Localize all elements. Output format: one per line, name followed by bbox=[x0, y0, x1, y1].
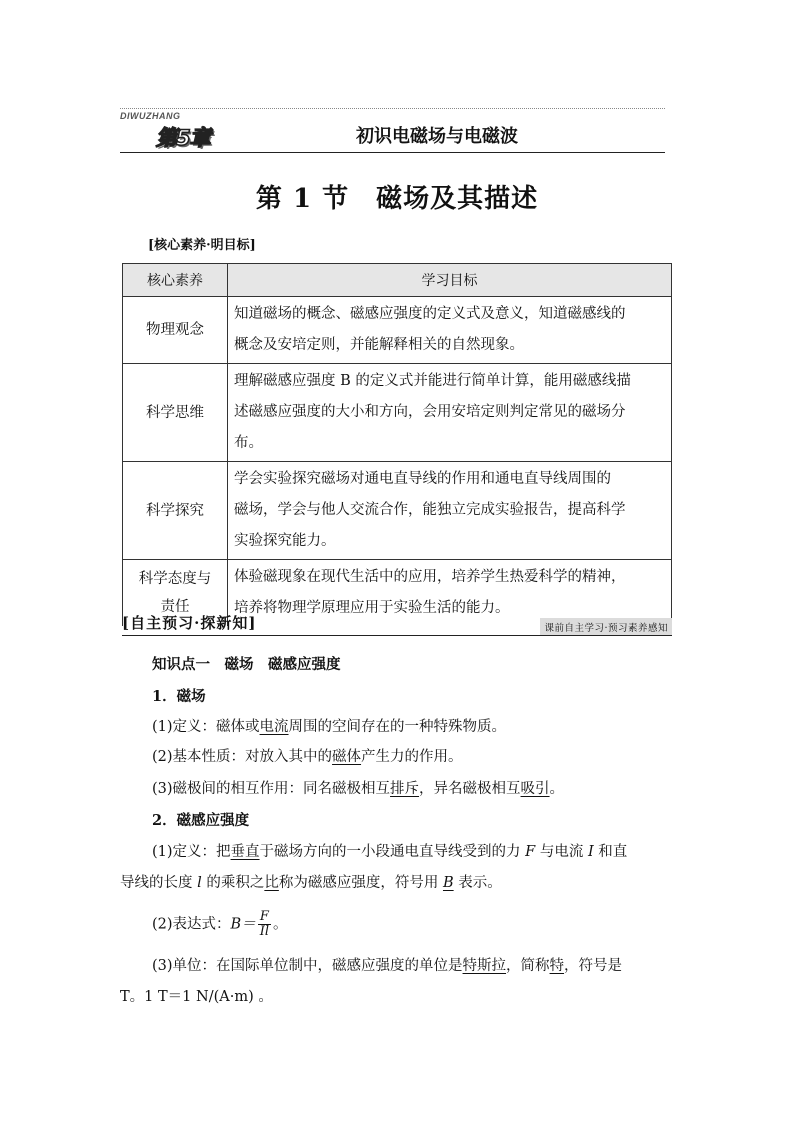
table-row bbox=[123, 364, 672, 462]
table-header-cell: 学习目标 bbox=[228, 264, 672, 297]
preview-label: [自主预习·探新知] bbox=[122, 614, 257, 632]
chapter-top-rule bbox=[120, 108, 665, 109]
table-header-cell: 核心素养 bbox=[123, 264, 228, 297]
paragraph: 导线的长度 l 的乘积之比称为磁感应强度，符号用 B 表示。 bbox=[120, 875, 502, 891]
knowledge-point-heading: 知识点一 磁场 磁感应强度 bbox=[152, 656, 341, 673]
goal-line: 实验探究能力。 bbox=[234, 533, 336, 549]
goal-cell bbox=[228, 297, 672, 364]
paragraph: (3)单位：在国际单位制中，磁感应强度的单位是特斯拉，简称特，符号是 bbox=[152, 958, 623, 974]
category-line: 责任 bbox=[160, 599, 190, 615]
table-row bbox=[123, 297, 672, 364]
preview-rule bbox=[122, 635, 672, 636]
preview-section-bar bbox=[122, 612, 672, 636]
goal-line: 布。 bbox=[234, 435, 263, 451]
category-cell: 科学探究 bbox=[123, 462, 228, 560]
goal-line: 学会实验探究磁场对通电直导线的作用和通电直导线周围的 bbox=[234, 471, 611, 487]
subheading-magnetic-field: 1．磁场 bbox=[152, 688, 206, 705]
goal-cell bbox=[228, 364, 672, 462]
chapter-title: 初识电磁场与电磁波 bbox=[356, 126, 518, 147]
paragraph: (1)定义：磁体或电流周围的空间存在的一种特殊物质。 bbox=[152, 719, 507, 735]
goal-line: 知道磁场的概念、磁感应强度的定义式及意义，知道磁感线的 bbox=[234, 306, 626, 322]
chapter-header bbox=[120, 108, 665, 154]
paragraph: (1)定义：把垂直于磁场方向的一小段通电直导线受到的力 F 与电流 I 和直 bbox=[152, 844, 628, 860]
goal-line: 理解磁感应强度 B 的定义式并能进行简单计算，能用磁感线描 bbox=[234, 373, 631, 389]
paragraph: (2)基本性质：对放入其中的磁体产生力的作用。 bbox=[152, 749, 463, 765]
formula-line: (2)表达式：B＝ $\frac{F}{Il}$ 。 bbox=[152, 909, 288, 939]
goal-line: 体验磁现象在现代生活中的应用，培养学生热爱科学的精神， bbox=[234, 569, 626, 585]
paragraph: T。1 T＝1 N/(A·m) 。 bbox=[120, 989, 273, 1005]
section-title: 第 1 节 磁场及其描述 bbox=[255, 184, 539, 214]
category-cell: 物理观念 bbox=[123, 297, 228, 364]
table-header-row bbox=[123, 264, 672, 297]
paragraph: (3)磁极间的相互作用：同名磁极相互排斥，异名磁极相互吸引。 bbox=[152, 781, 565, 797]
core-literacy-label: [核心素养·明目标] bbox=[148, 238, 256, 253]
category-line: 科学态度与 bbox=[138, 571, 212, 587]
table-row bbox=[123, 462, 672, 560]
subheading-induction: 2．磁感应强度 bbox=[152, 812, 250, 829]
goal-line: 述磁感应强度的大小和方向，会用安培定则判定常见的磁场分 bbox=[234, 404, 626, 420]
goal-line: 磁场，学会与他人交流合作，能独立完成实验报告，提高科学 bbox=[234, 502, 626, 518]
goal-line: 概念及安培定则，并能解释相关的自然现象。 bbox=[234, 337, 524, 353]
chapter-bottom-rule bbox=[120, 152, 665, 153]
goal-cell bbox=[228, 462, 672, 560]
goals-table bbox=[122, 263, 672, 626]
chapter-pinyin: DIWUZHANG bbox=[120, 111, 181, 121]
chapter-badge: 第5章 bbox=[156, 126, 210, 150]
preview-tag: 课前自主学习·预习素养感知 bbox=[540, 618, 672, 636]
goal-line: 培养将物理学原理应用于实验生活的能力。 bbox=[234, 600, 510, 616]
category-cell: 科学思维 bbox=[123, 364, 228, 462]
fraction: $\frac{F}{Il}$ bbox=[259, 909, 269, 939]
